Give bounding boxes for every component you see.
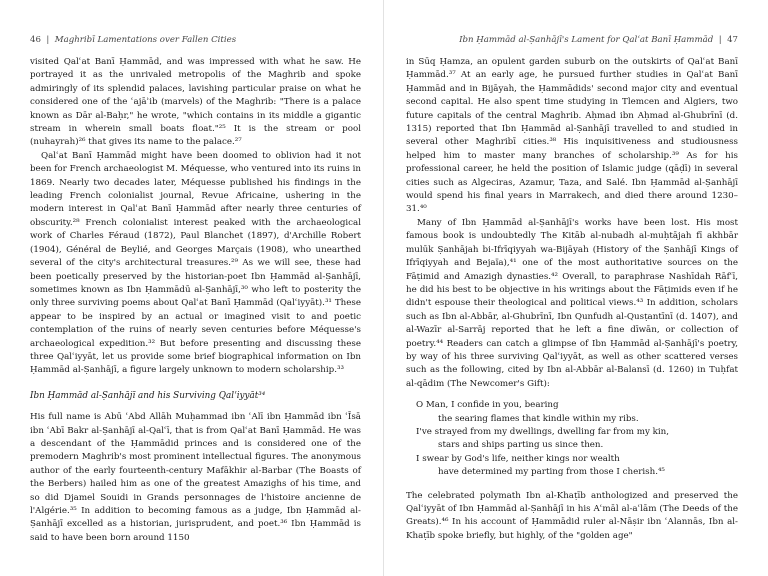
section-heading: Ibn Ḥammād al-Ṣanhājī and his Surviving Qalʿiyyāt³⁴ <box>30 390 266 401</box>
verse-line: the searing flames that kindle within my ribs. <box>438 413 639 424</box>
paragraph: visited Qalʿat Banī Ḥammād, and was impressed with what he saw. He portrayed it as the unrivaled metropolis of the Maghrib and spoke admiringly of its splendid palaces, lavishing particular praise on what he considered one of the ʿajāʾib (marvels) of the Maghrib: "There is a palace known as Dār al-Baḥr," he wrote, "which contains in its middle a gigantic stream in wherein small boats float."²⁵ It is the stream or pool (nuhayrah)²⁶ that gives its name to the palace.²⁷ <box>30 57 361 148</box>
paragraph: His full name is Abū ʿAbd Allāh Muḥammad ibn ʿAlī ibn Ḥammād ibn ʿĪsā ibn ʿAbī Bakr al-Ṣanhājī al-Qalʿī, that is from Qalʿat Banī Ḥammād. He was a descendant of the Ḥammādid princes and is considered one of the premodern Maghrib's most prominent intellectual figures. The anonymous author of the early fourteenth-century Mafākhir al-Barbar (The Boasts of the Berbers) hailed him as one of the greatest Amazighs of his time, and so did Djamel Souidi in Grands personnages de l'histoire ancienne de l'Algérie.³⁵ In addition to becoming famous as a judge, Ibn Ḥammād al-Ṣanhājī excelled as a historian, jurisprudent, and poet.³⁶ Ibn Ḥammād is said to have been born around 1150 <box>30 412 361 543</box>
right-running-head: Ibn Ḥammād al-Ṣanhājī's Lament for Qalʿat Banī Ḥammād | 47 <box>459 35 738 45</box>
paragraph: Qalʿat Banī Ḥammād might have been doomed to oblivion had it not been for French archaeologist M. Méquesse, who ventured into its ruins in 1869. Nearly two decades later, Méquesse published his findings in the leading French colonialist journal, Revue Africaine, ushering in the modern interest in Qalʿat Banī Ḥammād after nearly three centuries of obscurity.²⁸ French colonialist interest peaked with the archaeological work of Charles Féraud (1872), Paul Blanchet (1897), d'Archille Robert (1904), Général de Beylié, and Georges Marçais (1908), who unearthed several of the city's architectural treasures.²⁹ As we will see, these had been poetically preserved by the historian-poet Ibn Ḥammād al-Ṣanhājī, sometimes known as Ibn Ḥammādū al-Ṣanhājī,³⁰ who left to posterity the only three surviving poems about Qalʿat Banī Ḥammād (Qalʿiyyāt).³¹ These appear to be inspired by an actual or imagined visit to and poetic contemplation of the ruins of nearly seven centuries before Méquesse's archaeological expedition.³² But before presenting and discussing these three Qalʿiyyāt, let us provide some brief biographical information on Ibn Ḥammād al-Ṣanhājī, a figure largely unknown to modern scholarship.³³ <box>30 150 361 376</box>
verse-line: I've strayed from my dwellings, dwelling far from my kin, <box>416 426 670 437</box>
verse-line: I swear by God's life, neither kings nor wealth <box>416 453 620 464</box>
right-header-title: Ibn Ḥammād al-Ṣanhājī's Lament for Qalʿat Banī Ḥammād <box>459 35 714 45</box>
paragraph: in Sūq Ḥamza, an opulent garden suburb on the outskirts of Qalʿat Banī Ḥammād.³⁷ At an early age, he pursued further studies in Qalʿat Banī Ḥammād and in Bijāyah, the Ḥammādids' second major city and eventual second capital. He also spent time studying in Tlemcen and Algiers, two future capitals of the central Maghrib. Aḥmad ibn Aḥmad al-Ghubrīnī (d. 1315) reported that Ibn Ḥammād al-Ṣanhājī travelled to and studied in several other Maghribī cities.³⁸ His inquisitiveness and studiousness helped him to master many branches of scholarship.³⁹ As for his professional career, he held the position of Islamic judge (qāḍī) in several cities such as Algeciras, Azamur, Taza, and Salé. Ibn Ḥammād al-Ṣanhājī would spend his final years in Marrakech, and died there around 1230–31.⁴⁰ <box>406 57 738 215</box>
paragraph: Many of Ibn Ḥammād al-Ṣanhājī's works have been lost. His most famous book is undoubtedly The Kitāb al-nubadh al-muḥtājah fī akhbār mulūk Ṣanhājah bi-Ifrīqiyyah wa-Bijāyah (History of the Ṣanhājī Kings of Ifrīqiyyah and Bejaïa),⁴¹ one of the most authoritative sources on the Fāṭimid and Amazigh dynasties.⁴² Overall, to paraphrase Nashīdah Rāfʿī, he did his best to be objective in his writings about the Fāṭimids even if he didn't espouse their theological and political views.⁴³ In addition, scholars such as Ibn al-Abbār, al-Ghubrīnī, Ibn Qunfudh al-Qusṭantīnī (d. 1407), and al-Wazīr al-Sarrāj reported that he left a fine dīwān, or collection of poetry.⁴⁴ Readers can catch a glimpse of Ibn Ḥammād al-Ṣanhājī's poetry, by way of his three surviving Qalʿiyyāt, as well as other scattered verses such as the following, cited by Ibn al-Abbār al-Balansī (d. 1260) in Tuḥfat al-qādim (The Newcomer's Gift): <box>406 217 738 389</box>
left-body <box>30 56 361 545</box>
left-running-head: 46 | Maghribī Lamentations over Fallen Cities <box>30 35 237 45</box>
left-page-number: 46 <box>30 35 41 45</box>
right-body <box>406 56 738 543</box>
right-page-number: 47 <box>727 35 738 45</box>
right-page <box>384 0 768 576</box>
paragraph: The celebrated polymath Ibn al-Khaṭīb anthologized and preserved the Qalʿiyyāt of Ibn Ḥammād al-Ṣanhājī in his Aʿmāl al-aʿlām (The Deeds of the Greats).⁴⁶ In his account of Ḥammādid ruler al-Nāṣir ibn ʿAlannās, Ibn al-Khaṭīb spoke briefly, but highly, of the "golden age" <box>406 490 738 541</box>
verse-line: stars and ships parting us since then. <box>438 440 604 451</box>
verse-line: have determined my parting from those I cherish.⁴⁵ <box>438 467 665 478</box>
poem-block <box>416 399 738 479</box>
verse-line: O Man, I confide in you, bearing <box>416 400 559 411</box>
left-header-title: Maghribī Lamentations over Fallen Cities <box>54 35 237 45</box>
